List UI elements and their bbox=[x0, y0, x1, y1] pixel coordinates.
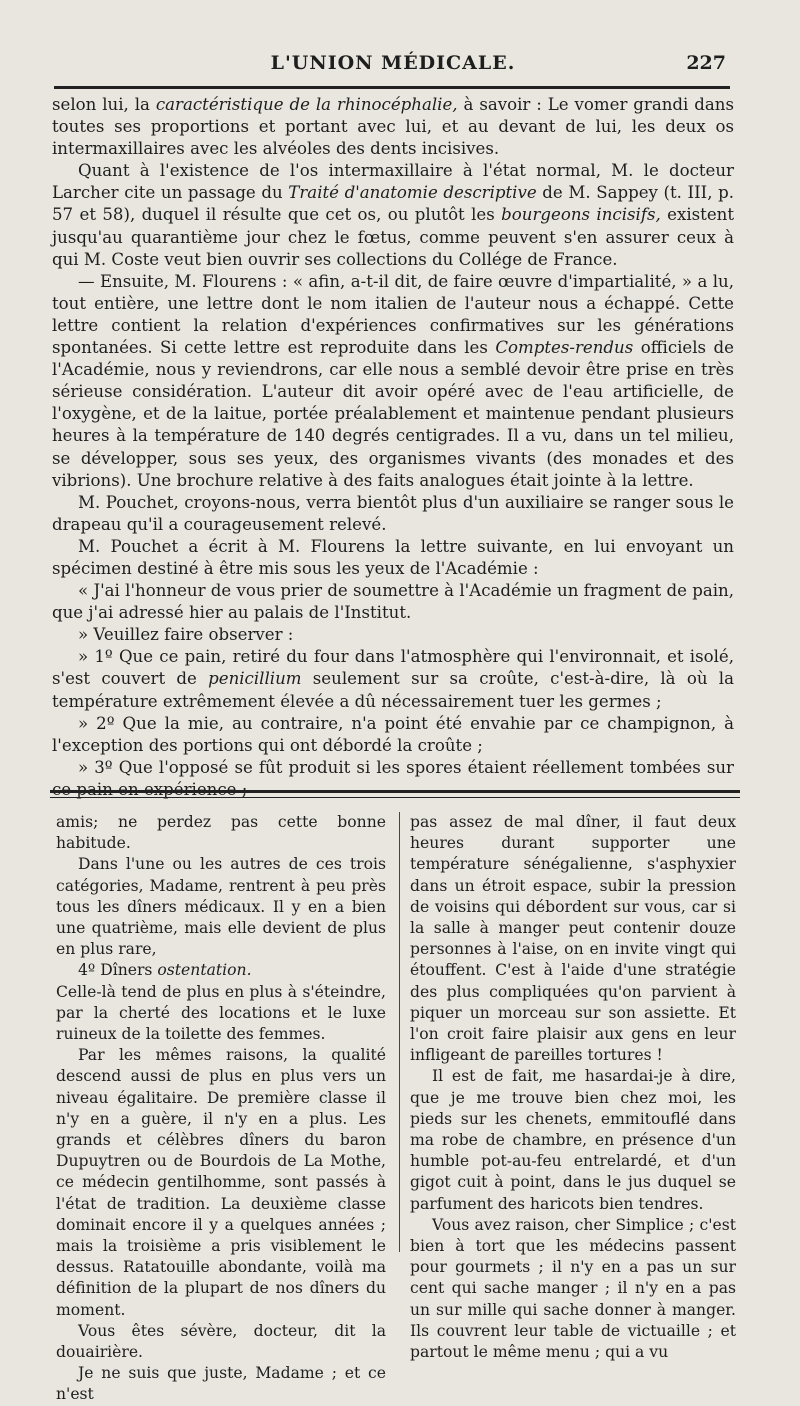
letter-paragraph: « J'ai l'honneur de vous prier de soumettre à l'Académie un fragment de pain, que j'ai adressé hier au palais de l'Institut. bbox=[52, 581, 734, 623]
feuilleton-paragraph: pas assez de mal dîner, il faut deux heures durant supporter une température sénégalienne, s'asphyxier dans un étroit espace, subir la pression de voisins qui débordent sur vous, car si la salle à manger peut contenir douze personnes à l'aise, on en invite vingt qui étouffent. C'est à l'aide d'une stratégie des plus compliquées qu'on parvient à piquer un morceau sur son assiette. Et l'on croit faire plaisir aux gens en leur infligeant de pareilles tortures ! bbox=[410, 813, 736, 1065]
text-run: » 1º Que ce pain, retiré du four dans l'atmosphère qui l'environnait, et isolé, s'est couvert de bbox=[52, 647, 734, 689]
feuilleton-paragraph: Je ne suis que juste, Madame ; et ce n'est bbox=[56, 1364, 386, 1404]
italic-run: ostentation. bbox=[157, 961, 252, 980]
italic-run: caractéristique de la rhinocéphalie, bbox=[155, 95, 458, 114]
text-run: existent jusqu'au quarantième jour chez le fœtus, comme peuvent s'en assurer ceux à qui M. Coste veut bien ouvrir ses collections du Collége de France. bbox=[52, 205, 734, 269]
text-run: selon lui, la bbox=[52, 95, 156, 114]
feuilleton-rule bbox=[50, 790, 740, 793]
letter-paragraph: » 2º Que la mie, au contraire, n'a point été envahie par ce champignon, à l'exception des portions qui ont débordé la croûte ; bbox=[52, 713, 734, 755]
text-run: officiels de l'Académie, nous y reviendrons, car elle nous a semblé devoir être prise en très sérieuse considération. L'auteur dit avoir opéré avec de l'eau artificielle, de l'oxygène, et de la laitue, portée préalablement et maintenue pendant plusieurs heures à la température de 140 degrés centigrades. Il a vu, dans un tel milieu, se développer, sous ses yeux, des organismes vivants (des monades et des vibrions). Une brochure relative à des faits analogues était jointe à la lettre. bbox=[52, 338, 734, 490]
feuilleton-right-column bbox=[410, 812, 736, 1363]
text-run: 4º Dîners bbox=[78, 961, 158, 980]
italic-run: Traité d'anatomie descriptive bbox=[288, 183, 537, 203]
article-paragraph bbox=[52, 160, 734, 270]
italic-run: penicillium bbox=[208, 669, 302, 689]
feuilleton-heading bbox=[56, 960, 386, 981]
article-paragraph: M. Pouchet a écrit à M. Flourens la lettre suivante, en lui envoyant un spécimen destiné à être mis sous les yeux de l'Académie : bbox=[52, 536, 734, 578]
header-rule bbox=[54, 86, 730, 89]
page-number: 227 bbox=[686, 52, 726, 74]
feuilleton-paragraph: Dans l'une ou les autres de ces trois catégories, Madame, rentrent à peu près tous les dîners médicaux. Il y en a bien une quatrième, mais elle devient de plus en plus rare, bbox=[56, 855, 386, 959]
running-head bbox=[60, 52, 726, 76]
text-run: Quant à l'existence de l'os intermaxillaire à l'état normal, M. le docteur Larcher cite un passage du bbox=[52, 161, 734, 203]
feuilleton-left-column bbox=[56, 812, 386, 1406]
feuilleton-paragraph: Il est de fait, me hasardai-je à dire, que je me trouve bien chez moi, les pieds sur les chenets, emmitouflé dans ma robe de chambre, en présence d'un humble pot-au-feu entrelardé, et d'un gigot cuit à point, dans le jus duquel se parfument des haricots bien tendres. bbox=[410, 1067, 736, 1213]
article-paragraph bbox=[52, 271, 734, 492]
feuilleton-paragraph: Vous avez raison, cher Simplice ; c'est bien à tort que les médecins passent pour gourmets ; il n'y en a pas un sur cent qui sache manger ; il n'y en a pas un sur mille qui sache donner à manger. Ils couvrent leur table de victuaille ; et partout le même menu ; qui a vu bbox=[410, 1215, 736, 1362]
text-run: seulement sur sa croûte, c'est-à-dire, là où la température extrêmement élevée a dû nécessairement tuer les germes ; bbox=[52, 669, 734, 711]
letter-paragraph: » 3º Que l'opposé se fût produit si les spores étaient réellement tombées sur ce pain en expérience ; bbox=[52, 757, 734, 799]
text-run: de M. Sappey (t. III, p. 57 et 58), duquel il résulte que cet os, ou plutôt les bbox=[52, 183, 734, 225]
feuilleton-paragraph: Par les mêmes raisons, la qualité descend aussi de plus en plus vers un niveau égalitaire. De première classe il n'y en a guère, il n'y en a plus. Les grands et célèbres dîners du baron Dupuytren ou de Bourdois de La Mothe, ce médecin gentilhomme, sont passés à l'état de tradition. La deuxième classe dominait encore il y a quelques années ; mais la troisième a pris visiblement le dessus. Ratatouille abondante, voilà ma définition de la plupart de nos dîners du moment. bbox=[56, 1046, 386, 1319]
article-paragraph bbox=[52, 94, 734, 160]
italic-run: Comptes-rendus bbox=[495, 338, 634, 358]
column-divider bbox=[399, 812, 400, 1252]
italic-run: bourgeons incisifs, bbox=[501, 205, 661, 225]
main-article bbox=[52, 94, 734, 801]
feuilleton-rule-thin bbox=[50, 797, 740, 798]
text-run: — Ensuite, M. Flourens : « afin, a-t-il dit, de faire œuvre d'impartialité, » a lu, tout entière, une lettre dont le nom italien de l'auteur nous a échappé. Cette lettre contient la relation d'expériences confirmatives sur les générations spontanées. Si cette lettre est reproduite dans les bbox=[52, 271, 734, 358]
letter-paragraph bbox=[52, 646, 734, 712]
feuilleton-paragraph: Vous êtes sévère, docteur, dit la douairière. bbox=[56, 1321, 386, 1362]
text-run: à savoir : Le vomer grandi dans toutes ses proportions et portant avec lui, et au devant de lui, les deux os intermaxillaires avec les alvéoles des dents incisives. bbox=[52, 95, 735, 159]
article-paragraph: M. Pouchet, croyons-nous, verra bientôt plus d'un auxiliaire se ranger sous le drapeau qu'il a courageusement relevé. bbox=[52, 492, 734, 534]
letter-paragraph: » Veuillez faire observer : bbox=[78, 625, 294, 645]
feuilleton-paragraph: Celle-là tend de plus en plus à s'éteindre, par la cherté des locations et le luxe ruineux de la toilette des femmes. bbox=[56, 982, 386, 1044]
feuilleton-paragraph: amis; ne perdez pas cette bonne habitude. bbox=[56, 813, 386, 853]
journal-title: L'UNION MÉDICALE. bbox=[270, 52, 516, 74]
